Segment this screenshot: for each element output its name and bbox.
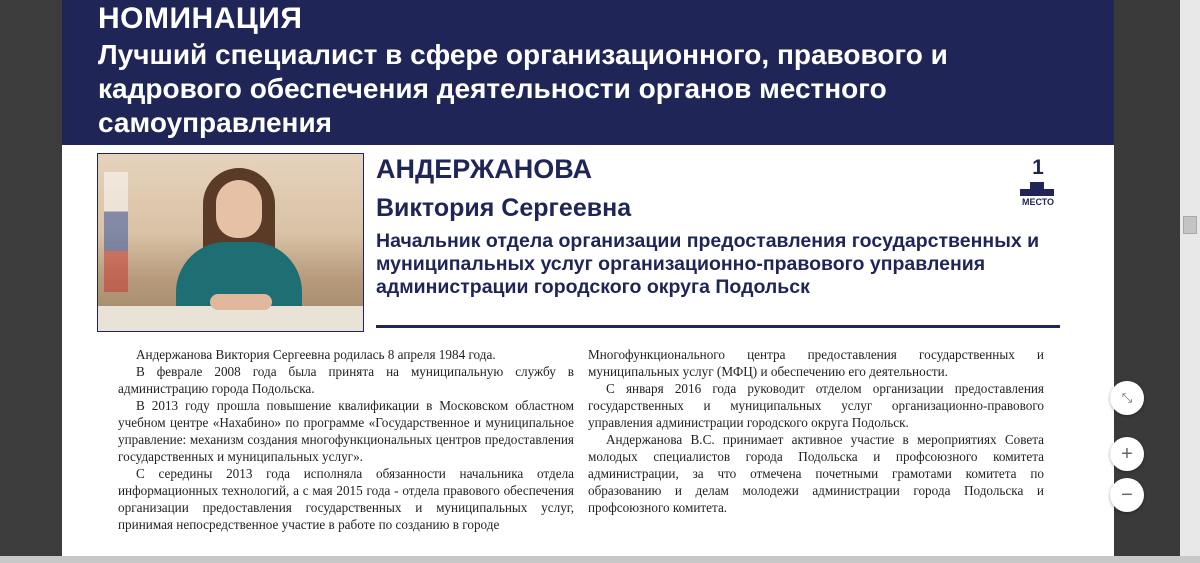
- nomination-title: Лучший специалист в сфере организационного, правового и кадрового обеспечения деятельности органов местного самоуправления: [98, 39, 948, 138]
- paragraph: С января 2016 года руководит отделом организации предоставления государственных и муниципальных услуг организационно-правового управления администрации городского округа Подольск.: [588, 381, 1044, 430]
- nomination-label: НОМИНАЦИЯ: [98, 2, 303, 35]
- place-badge: [1016, 156, 1060, 212]
- person-given-names: Виктория Сергеевна: [376, 194, 632, 222]
- portrait-photo: [97, 153, 364, 332]
- place-label: МЕСТО: [1021, 197, 1055, 207]
- zoom-out-button[interactable]: [1110, 478, 1144, 512]
- paragraph: С середины 2013 года исполняла обязанности начальника отдела информационных технологий, а с мая 2015 года - отдела правового обеспечения организации предоставления государственных и муниципальных услуг, принимая непосредственное участие в работе по созданию в городе: [118, 466, 574, 532]
- text-column-right: [588, 346, 1044, 516]
- collapse-icon: ⤡: [1121, 390, 1133, 405]
- paragraph-continuation: Многофункционального центра предоставления государственных и муниципальных услуг (МФЦ) и обеспечению его деятельности.: [588, 347, 1044, 379]
- zoom-in-button[interactable]: [1110, 437, 1144, 471]
- flag-image: [104, 172, 128, 292]
- nomination-header: [62, 0, 1114, 145]
- person-surname: АНДЕРЖАНОВА: [376, 154, 592, 184]
- paragraph: В 2013 году прошла повышение квалификации в Московском областном учебном центре «Нахабино» по программе «Государственное и муниципальное управление: механизм создания многофункциональных центров предоставления государственных и муниципальных услуг».: [118, 398, 574, 464]
- plus-icon: +: [1121, 443, 1133, 465]
- taskbar-strip: [0, 556, 1200, 563]
- paragraph: В феврале 2008 года была принята на муниципальную службу в администрацию города Подольска.: [118, 364, 574, 396]
- paragraph: Андержанова В.С. принимает активное участие в мероприятиях Совета молодых специалистов города Подольска и профсоюзного комитета администрации, за что отмечена почетными грамотами комитета по образованию и делам молодежи администрации города Подольска и профсоюзного комитета.: [588, 432, 1044, 515]
- podium-icon: [1030, 182, 1044, 189]
- scrollbar-thumb[interactable]: [1183, 216, 1197, 234]
- viewer-gutter: [0, 0, 62, 563]
- divider: [376, 325, 1060, 328]
- fit-page-button[interactable]: [1110, 381, 1144, 415]
- place-number: 1: [1032, 156, 1044, 179]
- document-page: [62, 0, 1114, 563]
- minus-icon: −: [1121, 484, 1133, 506]
- paragraph: Андержанова Виктория Сергеевна родилась 8 апреля 1984 года.: [136, 347, 496, 362]
- person-position: Начальник отдела организации предоставления государственных и муниципальных услуг организационно-правового управления администрации городского округа Подольск: [376, 230, 1040, 298]
- vertical-scrollbar[interactable]: [1180, 0, 1200, 563]
- text-column-left: [118, 346, 574, 533]
